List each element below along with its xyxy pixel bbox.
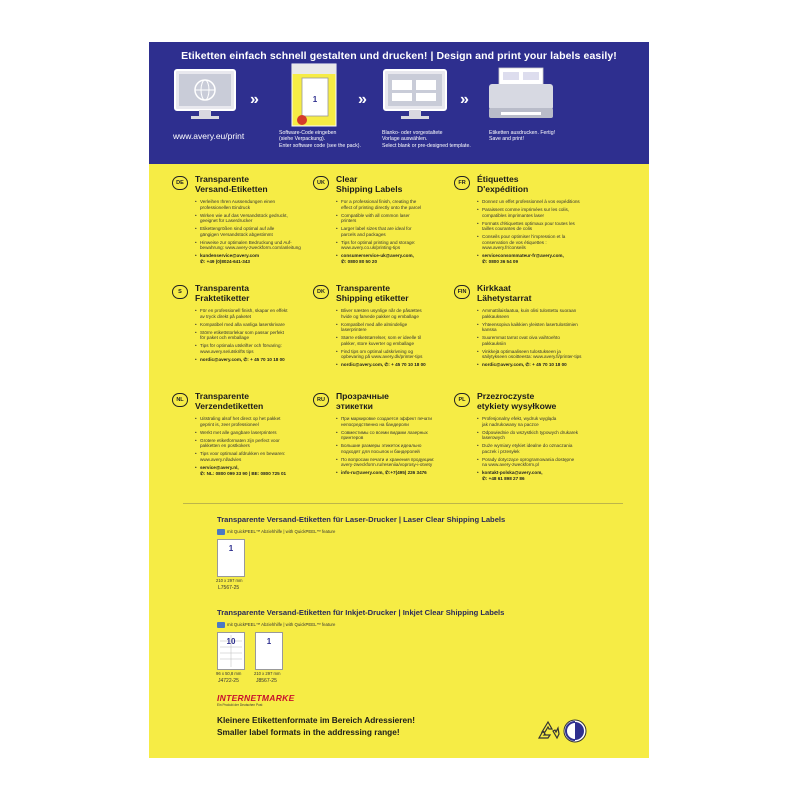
lang-badge: PL	[454, 393, 470, 407]
lang-contact: • kundenservice@avery.com ✆: +49 (0)8024-641-343	[195, 253, 321, 265]
arrow-right-icon: »	[250, 91, 259, 108]
lang-bullets	[477, 199, 603, 265]
lang-badge: NL	[172, 393, 188, 407]
footer-line-de: Kleinere Etikettenformate im Bereich Adressieren!	[217, 715, 415, 725]
list-item: • Conseils pour optimiser l'impression et la conservation de vos étiquettes : www.avery.fr/conseils	[477, 234, 603, 251]
quickpeel-feature	[217, 529, 335, 535]
lang-badge: S	[172, 285, 188, 299]
list-item: • Larger label sizes that are ideal for parcels and packages	[336, 226, 462, 237]
product-sheet	[149, 42, 649, 758]
list-item: • Ammattilaislaatua, kuin olisi tulostettu suoraan pakkaukseen	[477, 308, 603, 319]
computer-browser-icon	[173, 68, 237, 129]
product-code: J4722-25	[218, 678, 239, 684]
template-screen-icon	[382, 68, 448, 129]
product-code: L7567-25	[218, 585, 240, 591]
list-item: • Odpowiednie do wszystkich typowych drukarek laserowych	[477, 430, 603, 441]
list-item: • Kompatibel med alla vanliga laserskrivare	[195, 322, 321, 328]
lang-bullets	[336, 416, 462, 476]
list-item: • Vinkkejä optimaaliseen tulostukseen ja säilytykseen osoitteesta: www.avery.fi/printer-tips	[477, 349, 603, 360]
product-size: 96 x 50,8 mm	[216, 671, 242, 676]
quickpeel-icon	[217, 622, 225, 628]
banner-title: Etiketten einfach schnell gestalten und drucken! | Design and print your labels easily!	[181, 50, 617, 62]
product-label-count: 1	[228, 544, 234, 553]
footer-line-en: Smaller label formats in the addressing range!	[217, 727, 400, 737]
lang-bullets	[477, 416, 603, 482]
list-item: • Større etiketstørrelser, som er ideelle til pakker, store kuverter og emballage	[336, 335, 462, 346]
lang-title: Transparente Versand-Etiketten	[195, 174, 268, 194]
list-item: • Porady dotyczące oprogramowania dostępne na www.avery-zweckform.pl	[477, 457, 603, 468]
feature-text: mit QuickPEEL™ Abziehhilfe | with QuickPEEL™ feature	[227, 622, 336, 628]
product-code: J8567-25	[256, 678, 277, 684]
list-item: • Werkt met alle gangbare laserprinters	[195, 430, 321, 436]
green-dot-icon	[563, 719, 587, 748]
lang-title: Kirkkaat Lähetystarrat	[477, 283, 532, 303]
lang-contact: • kontakt-polska@avery.com, ✆: +48 61 898 27 86	[477, 470, 603, 482]
lang-title: Przezroczyste etykiety wysyłkowe	[477, 391, 557, 411]
quickpeel-feature	[217, 622, 335, 628]
list-item: • Större etikettstorlekar som passar perfekt för paket och emballage	[195, 330, 321, 341]
lang-badge: RU	[313, 393, 329, 407]
product-thumb	[217, 539, 245, 577]
product-label-count: 10	[226, 637, 236, 646]
inkjet-section-title: Transparente Versand-Etiketten für Inkjet-Drucker | Inkjet Clear Shipping Labels	[217, 608, 505, 617]
list-item: • Совместимы со всеми видами лазерных принтеров	[336, 430, 462, 441]
list-item: • Kompatibel med alle almindelige laserprintere	[336, 322, 462, 333]
list-item: • Yhteensopiva kaikkien yleisten lasertulostimien kanssa	[477, 322, 603, 333]
avery-url: www.avery.eu/print	[173, 131, 245, 141]
lang-title: Étiquettes D'expédition	[477, 174, 529, 194]
list-item: • Большие размеры этикеток идеально подходят для посылок и бандеролей	[336, 443, 462, 454]
list-item: • Profesjonalny efekt, wydruk wygląda jak nadrukowany na paczce	[477, 416, 603, 427]
internetmarke-logo: INTERNETMARKE	[217, 693, 295, 703]
lang-bullets	[195, 308, 321, 363]
section-divider	[183, 503, 623, 504]
svg-text:1: 1	[312, 95, 318, 104]
lang-bullets	[336, 199, 462, 265]
list-item: • Wirken wie auf das Versandstück gedruckt, geeignet für Laserdrucker	[195, 213, 321, 224]
lang-contact: • nordic@avery.com, ✆: + 45 70 10 18 00	[195, 357, 321, 363]
list-item: • Etikettengrößen sind optimal auf alle gängigen Versandstück abgestimmt	[195, 226, 321, 237]
lang-contact: • info-ru@avery.com, ✆:+7(495) 226 3476	[336, 470, 462, 476]
lang-contact: • nordic@avery.com, ✆: + 45 70 10 18 00	[477, 362, 603, 368]
list-item: • Grotere etiketformaten zijn perfect voor pakketten en postkokers	[195, 438, 321, 449]
product-thumb	[217, 632, 245, 670]
lang-contact: • service@avery.nl, ✆: NL: 0800 099 33 90 | BE: 0800 725 01	[195, 465, 321, 477]
list-item: • Formats d'étiquettes optimaux pour toutes les tailles courantes de colis	[477, 221, 603, 232]
list-item: • По вопросам печати и хранения продукции: avery-zweckform.ru/reseniia/voprosy-i-otvety	[336, 457, 462, 468]
internetmarke-subtitle: Ein Produkt der Deutschen Post	[217, 703, 263, 707]
lang-contact: • serviceconsommateur-fr@avery.com, ✆: 0800 36 54 09	[477, 253, 603, 265]
lang-badge: DE	[172, 176, 188, 190]
lang-title: Прозрачные этикетки	[336, 391, 389, 411]
list-item: • Verleihen Ihren Aussendungen einen professionellen Eindruck	[195, 199, 321, 210]
lang-title: Transparenta Fraktetiketter	[195, 283, 250, 303]
laser-section-title: Transparente Versand-Etiketten für Laser-Drucker | Laser Clear Shipping Labels	[217, 515, 506, 524]
arrow-right-icon: »	[358, 91, 367, 108]
list-item: • Bliver næsten usynlige når de påsættes hvide og farvede pakker og emballage	[336, 308, 462, 319]
lang-bullets	[477, 308, 603, 368]
lang-contact: • consumerservice-uk@avery.com, ✆: 0800 80 50 20	[336, 253, 462, 265]
product-size: 210 x 297 mm	[216, 578, 243, 583]
list-item: • Tips för optimala utskrifter och förvaring: www.avery.se/utskrifts tips	[195, 343, 321, 354]
print-banner	[149, 42, 649, 164]
lang-title: Transparente Shipping etiketter	[336, 283, 409, 303]
list-item: • Compatible with all common laser printers	[336, 213, 462, 224]
recycle-icon	[536, 720, 560, 747]
quickpeel-icon	[217, 529, 225, 535]
lang-badge: UK	[313, 176, 329, 190]
list-item: • Suuremmat tarrat ovat oiva vaihtoehto pakkauksiin	[477, 335, 603, 346]
lang-bullets	[336, 308, 462, 368]
step-caption-print: Etiketten ausdrucken. Fertig! Save and print!	[489, 130, 556, 143]
lang-badge: FIN	[454, 285, 470, 299]
lang-bullets	[195, 416, 321, 476]
printer-icon	[485, 64, 557, 129]
list-item: • För en professionell finish, skapar en effekt av tryck direkt på paketet	[195, 308, 321, 319]
lang-badge: FR	[454, 176, 470, 190]
arrow-right-icon: »	[460, 91, 469, 108]
lang-badge: DK	[313, 285, 329, 299]
list-item: • Hinweise zur optimalen Bedruckung und Auf- bewahrung: www.avery-zweckform.com/anleitung	[195, 240, 321, 251]
feature-text: mit QuickPEEL™ Abziehhilfe | with QuickPEEL™ feature	[227, 529, 336, 535]
list-item: • При маркировке создается эффект печати непосредственно на бандероли	[336, 416, 462, 427]
lang-title: Clear Shipping Labels	[336, 174, 403, 194]
product-thumb	[255, 632, 283, 670]
step-caption-code: Software-Code eingeben (siehe Verpackung). Enter software code (see the pack).	[279, 130, 361, 149]
lang-bullets	[195, 199, 321, 265]
list-item: • Paraissent comme imprimées sur les colis, compatibles imprimantes laser	[477, 207, 603, 218]
lang-title: Transparente Verzendetiketten	[195, 391, 264, 411]
list-item: • Uitstraling alsof het direct op het pakket geprint is, zeer professioneel	[195, 416, 321, 427]
lang-contact: • nordic@avery.com, ✆: + 45 70 10 18 00	[336, 362, 462, 368]
list-item: • For a professional finish, creating the effect of printing directly onto the parcel	[336, 199, 462, 210]
label-pack-icon	[290, 62, 338, 133]
list-item: • Duże wymiary etykiet idealne do oznaczania paczek i przesyłek	[477, 443, 603, 454]
list-item: • Find tips om optimal udskrivning og opbevaring på www.avery.dk/printer-tips	[336, 349, 462, 360]
list-item: • Donnez un effet professionnel à vos expéditions	[477, 199, 603, 205]
step-caption-template: Blanko- oder vorgestaltete Vorlage auswählen. Select blank or pre-designed template.	[382, 130, 471, 149]
product-label-count: 1	[266, 637, 272, 646]
list-item: • Tips voor optimaal afdrukken en bewaren: www.avery.nl/advies	[195, 451, 321, 462]
product-size: 210 x 297 mm	[254, 671, 281, 676]
list-item: • Tips for optimal printing and storage: www.avery.co.uk/printing-tips	[336, 240, 462, 251]
